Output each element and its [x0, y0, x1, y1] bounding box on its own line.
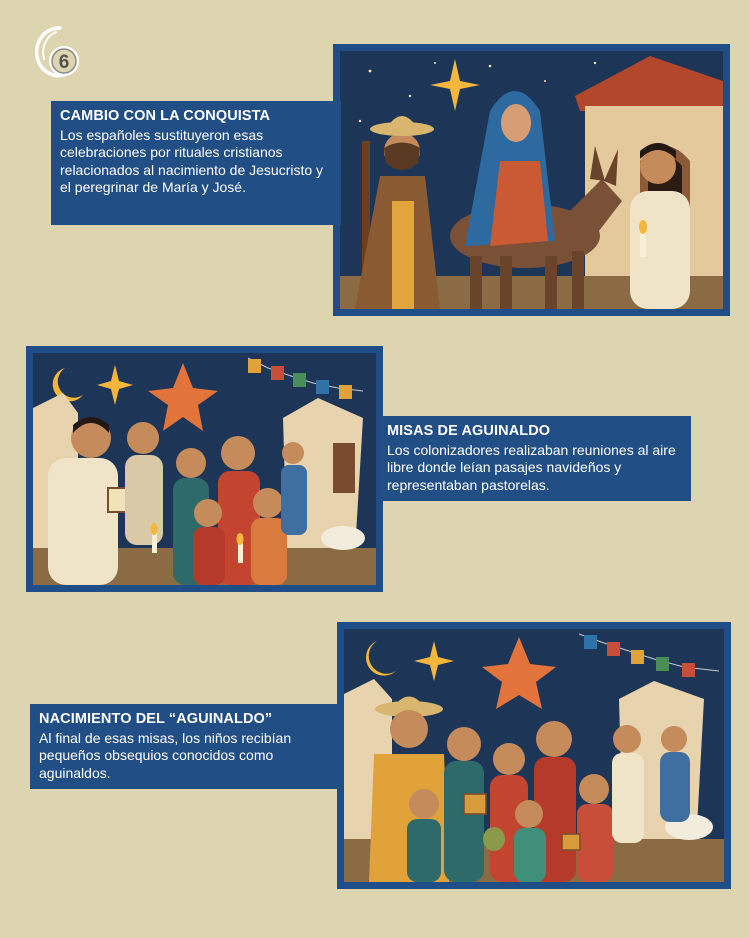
logo-badge — [30, 22, 88, 82]
illustration-posada-frame — [333, 44, 730, 316]
illustration-aguinaldo-frame — [337, 622, 731, 889]
logo-number: 6 — [58, 52, 70, 73]
section-conquista-panel — [51, 101, 341, 225]
illustration-aguinaldo — [344, 629, 724, 882]
section-aguinaldo-panel — [30, 704, 340, 789]
section-conquista-title: CAMBIO CON LA CONQUISTA — [60, 108, 271, 124]
section-misas-body: Los colonizadores realizaban reuniones al aire libre donde leían pasajes navideños y representaban pastorelas. — [387, 442, 676, 493]
section-aguinaldo-title: NACIMIENTO DEL “AGUINALDO” — [39, 711, 273, 727]
illustration-misas-frame — [26, 346, 383, 592]
section-conquista-body: Los españoles sustituyeron esas celebraciones por rituales cristianos relacionados al nacimiento de Jesucristo y el peregrinar de María y José. — [60, 127, 324, 196]
illustration-misas — [33, 353, 376, 585]
logo-swirl-icon — [30, 22, 88, 82]
section-misas-panel — [378, 416, 691, 501]
gift-bag-icon — [483, 827, 505, 851]
gift-icon — [464, 794, 486, 814]
section-misas-title: MISAS DE AGUINALDO — [387, 423, 551, 439]
illustration-posada — [340, 51, 723, 309]
gift-icon — [562, 834, 580, 850]
section-aguinaldo-body: Al final de esas misas, los niños recibían pequeños obsequios conocidos como aguinaldos. — [39, 730, 292, 781]
